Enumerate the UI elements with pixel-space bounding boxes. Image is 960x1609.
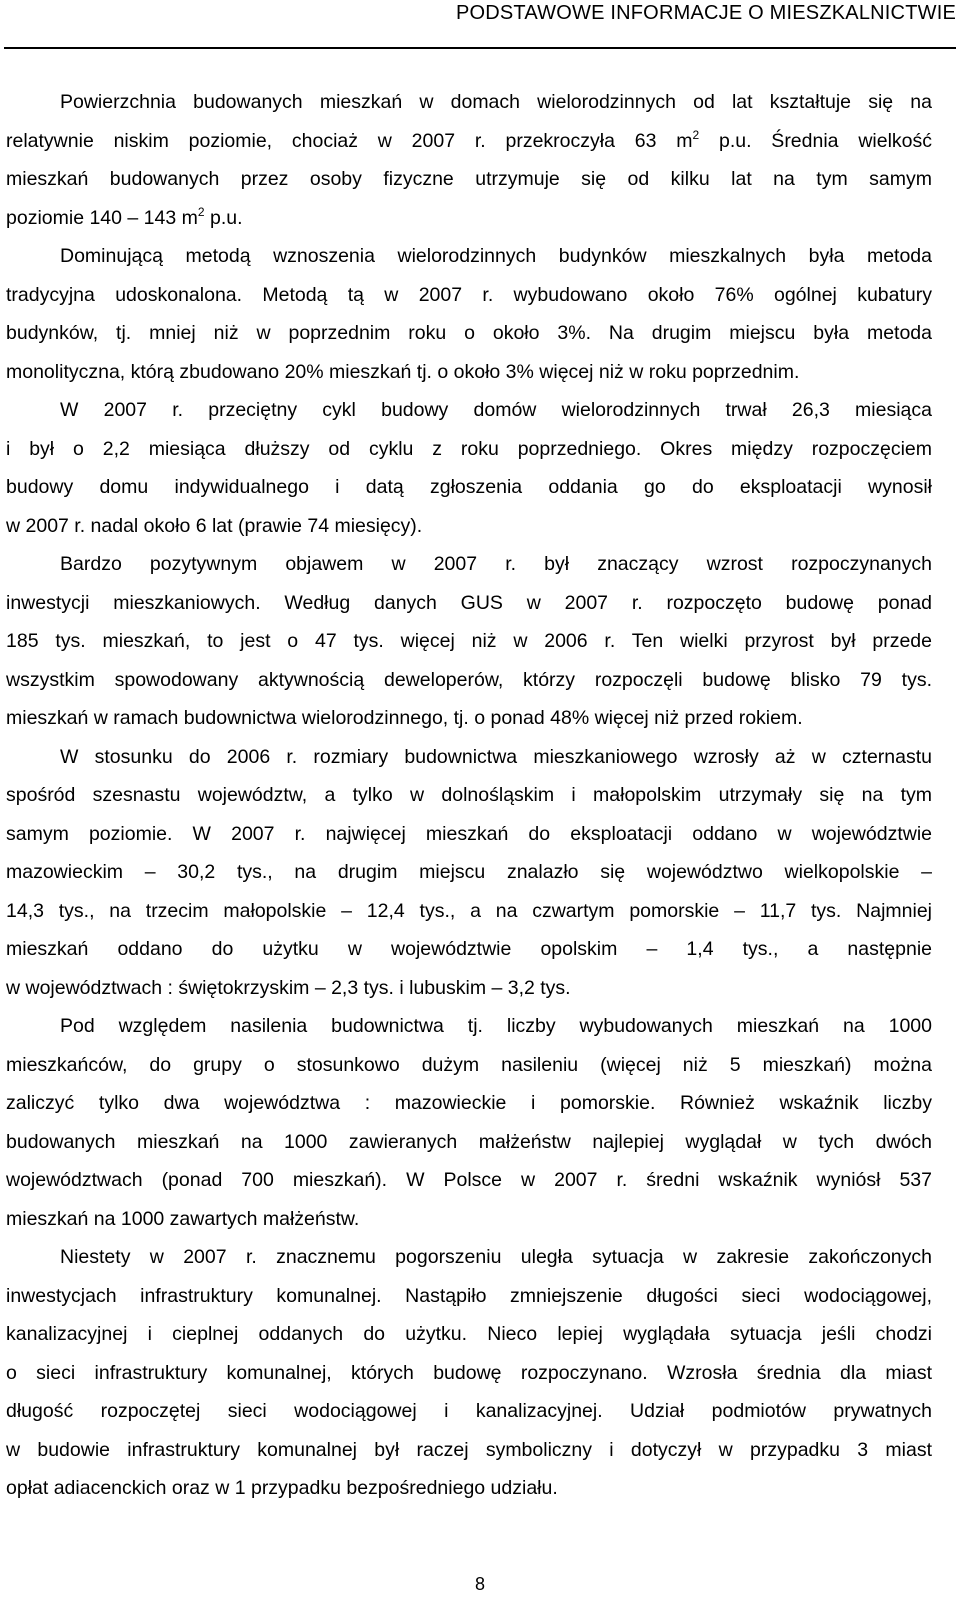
- text-line: tradycyjna udoskonalona. Metodą tą w 2007 r. wybudowano około 76% ogólnej kubatury: [6, 283, 932, 306]
- text-line: mieszkań na 1000 zawartych małżeństw.: [6, 1207, 360, 1230]
- text-line: opłat adiacenckich oraz w 1 przypadku bezpośredniego udziału.: [6, 1477, 558, 1499]
- paragraph-voivodeships: [6, 738, 932, 1008]
- text-line: 14,3 tys., na trzecim małopolskie – 12,4 tys., a na czwartym pomorskie – 11,7 tys. Najmniej: [6, 899, 932, 922]
- text-line: budowanych mieszkań na 1000 zawieranych małżeństw najlepiej wyglądał w tych dwóch: [6, 1130, 932, 1153]
- paragraph-construction-method: [6, 237, 932, 391]
- text-line: 185 tys. mieszkań, to jest o 47 tys. więcej niż w 2006 r. Ten wielki przyrost był przede: [6, 630, 932, 652]
- page-number: 8: [474, 1574, 485, 1594]
- text-line: kanalizacyjnej i cieplnej oddanych do użytku. Nieco lepiej wyglądała sytuacja jeśli chodzi: [6, 1323, 932, 1345]
- text-line: województwach (ponad 700 mieszkań). W Polsce w 2007 r. średni wskaźnik wyniósł 537: [6, 1169, 932, 1191]
- text-line: wszystkim spowodowany aktywnością deweloperów, którzy rozpoczęli budowę blisko 79 tys.: [6, 668, 932, 691]
- text-line: Niestety w 2007 r. znacznemu pogorszeniu uległa sytuacja w zakresie zakończonych: [60, 1246, 932, 1268]
- text-line: mazowieckim – 30,2 tys., na drugim miejscu znalazło się województwo wielkopolskie –: [6, 861, 932, 883]
- text-line: budowy domu indywidualnego i datą zgłoszenia oddania go do eksploatacji wynosił: [6, 476, 932, 498]
- text-line: Powierzchnia budowanych mieszkań w domach wielorodzinnych od lat kształtuje się na: [60, 91, 932, 113]
- text-line: długość rozpoczętej sieci wodociągowej i kanalizacyjnej. Udział podmiotów prywatnych: [6, 1400, 932, 1422]
- paragraph-investments: [6, 545, 932, 738]
- text-line: mieszkańców, do grupy o stosunkowo dużym nasileniu (więcej niż 5 mieszkań) można: [6, 1053, 932, 1076]
- text-line: o sieci infrastruktury komunalnej, których budowę rozpoczynano. Wzrosła średnia dla miast: [6, 1361, 932, 1384]
- text-line: inwestycjach infrastruktury komunalnej. Nastąpiło zmniejszenie długości sieci wodociągowej,: [6, 1284, 932, 1307]
- text-line: Dominującą metodą wznoszenia wielorodzinnych budynków mieszkalnych była metoda: [60, 245, 932, 267]
- text-line: mieszkań oddano do użytku w województwie opolskim – 1,4 tys., a następnie: [6, 938, 932, 960]
- text-line: samym poziomie. W 2007 r. najwięcej mieszkań do eksploatacji oddano w województwie: [6, 822, 932, 845]
- paragraph-infrastructure: [6, 1238, 932, 1508]
- page-header: [4, 0, 956, 49]
- text-line: Pod względem nasilenia budownictwa tj. liczby wybudowanych mieszkań na 1000: [60, 1015, 932, 1037]
- text-line: monolityczna, którą zbudowano 20% mieszkań tj. o około 3% więcej niż w roku poprzednim.: [6, 360, 800, 383]
- text-line: w 2007 r. nadal około 6 lat (prawie 74 miesięcy).: [6, 514, 423, 537]
- superscript: 2: [692, 127, 700, 142]
- text-line: W 2007 r. przeciętny cykl budowy domów wielorodzinnych trwał 26,3 miesiąca: [60, 399, 932, 421]
- text-line: i był o 2,2 miesiąca dłuższy od cyklu z roku poprzedniego. Okres między rozpoczęciem: [6, 437, 932, 460]
- paragraph-construction-intensity: [6, 1007, 932, 1238]
- paragraph-living-area: [6, 83, 932, 237]
- text-line: poziomie 140 – 143 $m^2$ p.u.: [6, 204, 243, 229]
- document-body: [6, 83, 932, 1508]
- superscript: 2: [197, 204, 205, 219]
- text-line: Bardzo pozytywnym objawem w 2007 r. był znaczący wzrost rozpoczynanych: [60, 553, 932, 575]
- text-line: mieszkań w ramach budownictwa wielorodzinnego, tj. o ponad 48% więcej niż przed rokiem.: [6, 707, 803, 729]
- text-line: mieszkań budowanych przez osoby fizyczne utrzymuje się od kilku lat na tym samym: [6, 168, 932, 190]
- paragraph-construction-cycle: [6, 391, 932, 545]
- text-line: inwestycji mieszkaniowych. Według danych GUS w 2007 r. rozpoczęto budowę ponad: [6, 591, 932, 614]
- text-line: w województwach : świętokrzyskim – 2,3 tys. i lubuskim – 3,2 tys.: [6, 976, 571, 999]
- text-line: zaliczyć tylko dwa województwa : mazowieckie i pomorskie. Również wskaźnik liczby: [6, 1092, 932, 1114]
- text-line: relatywnie niskim poziomie, chociaż w 2007 r. przekroczyła 63 $m^2$ p.u. Średnia wielkość: [6, 127, 933, 152]
- text-line: w budowie infrastruktury komunalnej był raczej symboliczny i dotyczył w przypadku 3 miast: [6, 1438, 932, 1461]
- text-line: spośród szesnastu województw, a tylko w dolnośląskim i małopolskim utrzymały się na tym: [6, 784, 932, 806]
- text-line: budynków, tj. mniej niż w poprzednim roku o około 3%. Na drugim miejscu była metoda: [6, 322, 932, 344]
- text-line: W stosunku do 2006 r. rozmiary budownictwa mieszkaniowego wzrosły aż w czternastu: [60, 745, 932, 768]
- header-title: PODSTAWOWE INFORMACJE O MIESZKALNICTWIE: [455, 2, 956, 24]
